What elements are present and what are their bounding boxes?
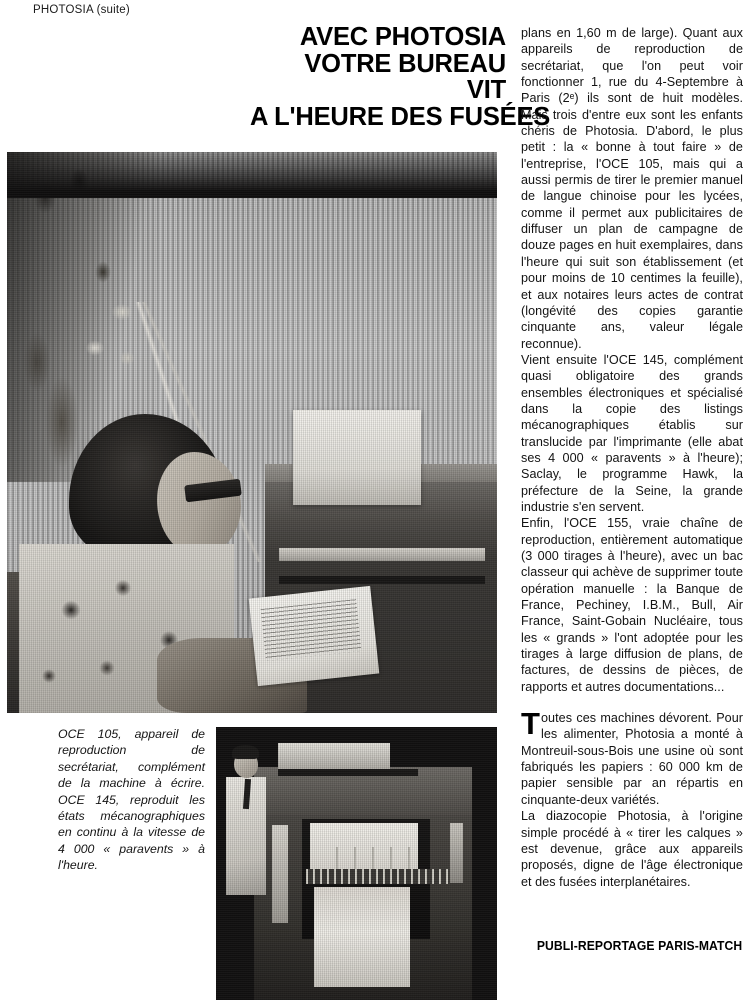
- photo-machine-dividers: [320, 847, 412, 871]
- running-head: PHOTOSIA (suite): [33, 4, 130, 16]
- photo-copier-output-slot: [279, 548, 485, 561]
- page-headline: [250, 23, 551, 131]
- photo-machine-rack: [306, 869, 448, 884]
- article-paragraph-4: [521, 706, 743, 808]
- photo-machine-control-panel-right: [450, 823, 463, 883]
- photo-foreground-shadow: [7, 152, 497, 198]
- article-paragraph-2: Vient ensuite l'OCE 145, complément quasi obligatoire des grands ensembles électroniques et spécialisé dans la copie des listings mécanographiques établis sur translucide par l'imprimante (elle abat ses 4 000 « paravents » à l'heure); Saclay, le programme Hawk, la préfecture de la Seine, la grande industrie s'en servent.: [521, 352, 743, 514]
- headline-line-2: VOTRE BUREAU: [304, 49, 506, 78]
- drop-cap: T: [521, 706, 540, 742]
- photo-machine-feeder: [278, 743, 390, 769]
- article-paragraph-1: plans en 1,60 m de large). Quant aux appareils de reproduction de secrétariat, que l'on peut voir fonctionner 1, rue du 4-Septembre à Paris (2ᵉ) ils sont de huit modèles. Mais trois d'entre eux sont les enfants chéris de Photosia. D'abord, le plus petit : la « bonne à tout faire » de l'entreprise, l'OCE 105, mais qui a aussi permis de tirer le premier manuel de langue chinoise pour les lycées, comme il permet aux publicitaires de diffuser un plan de campagne de douze pages en huit exemplaires, dans l'heure qui suit son établissement (et pour moins de 10 centimes la feuille), et aux notaires leurs actes de contrat (longévité des copies garantie cinquante ans, valeur légale reconnue).: [521, 26, 743, 351]
- article-paragraph-5: La diazocopie Photosia, à l'origine simple procédé à « tirer les calques » est devenue, grâce aux appareils proposés, digne de l'âge électronique et des fusées interplanétaires.: [521, 809, 743, 889]
- photo-technician-hair: [232, 745, 259, 759]
- photo-copier-shadow-slot: [279, 576, 485, 584]
- article-paragraph-4-text: outes ces machines dévorent. Pour les alimenter, Photosia a monté à Montreuil-sous-Bois une usine où sont fabriqués les papiers : 60 000 km de papier sensible par an répartis en cinquante-deux variétés.: [521, 711, 743, 807]
- photo-reproduction-machine: [216, 727, 497, 1000]
- footer-credit: PUBLI-REPORTAGE PARIS-MATCH: [536, 938, 742, 953]
- photo-document-text-lines: [261, 599, 362, 661]
- photo-machine-control-panel-left: [272, 825, 288, 923]
- photo-machine-output-sheet: [314, 887, 410, 987]
- photo-machine-bar: [278, 769, 418, 776]
- article-column: [521, 25, 743, 890]
- headline-line-4: A L'HEURE DES FUSÉES: [250, 102, 551, 131]
- headline-line-3: VIT: [466, 76, 506, 104]
- article-paragraph-3: Enfin, l'OCE 155, vraie chaîne de reproduction, entièrement automatique (3 000 tirages à l'heure), avec un bac classeur qui achève de supprimer toute opération manuelle : la Banque de France, Pechiney, I.B.M., Bull, Air France, Saint-Gobain Nucléaire, tous les « grands » l'ont adoptée pour les tirages à large diffusion de plans, de factures, de dessins de pièces, de rapports et autres documentations...: [521, 516, 743, 694]
- photo-paper-tray: [293, 410, 421, 505]
- photo-caption: [58, 726, 205, 874]
- photo-caption-text: OCE 105, appareil de reproduction de secrétariat, complément de la machine à écrire. OCE 145, reproduit les états mécanographiques en continu à la vitesse de 4 000 « paravents » à l'heure.: [58, 727, 205, 873]
- photo-woman-at-copier: [7, 152, 497, 713]
- headline-line-1: AVEC PHOTOSIA: [299, 23, 506, 51]
